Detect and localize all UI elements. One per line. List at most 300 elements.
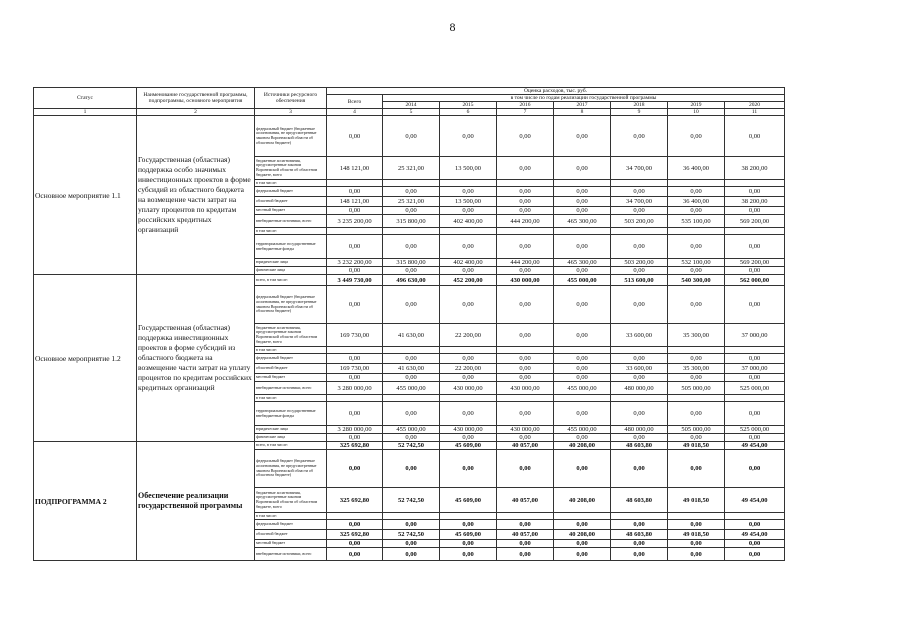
value-cell: 0,00: [668, 450, 725, 488]
value-cell: 52 742,50: [383, 488, 440, 513]
value-cell: [611, 347, 668, 354]
value-cell: 49 018,50: [668, 442, 725, 450]
value-cell: [497, 513, 554, 520]
value-cell: [497, 228, 554, 235]
value-cell: 0,00: [440, 207, 497, 215]
source-cell: федеральный бюджет: [255, 187, 327, 197]
source-cell: внебюджетные источники, всего: [255, 382, 327, 395]
value-cell: 430 000,00: [497, 275, 554, 286]
value-cell: 169 730,00: [327, 324, 383, 347]
value-cell: [383, 395, 440, 402]
value-cell: 0,00: [383, 235, 440, 259]
value-cell: [725, 180, 785, 187]
value-cell: 0,00: [725, 402, 785, 426]
value-cell: 0,00: [327, 116, 383, 157]
value-cell: 0,00: [327, 187, 383, 197]
source-cell: федеральный бюджет (бюджетные ассигнования, не предусмотренные законом Воронежской области об областном бюджете): [255, 116, 327, 157]
value-cell: 0,00: [497, 267, 554, 275]
value-cell: 0,00: [383, 374, 440, 382]
value-cell: 455 000,00: [383, 426, 440, 434]
value-cell: 0,00: [611, 286, 668, 324]
value-cell: 3 449 730,00: [327, 275, 383, 286]
value-cell: 0,00: [327, 540, 383, 548]
source-cell: всего, в том числе:: [255, 275, 327, 286]
value-cell: 0,00: [725, 267, 785, 275]
value-cell: 0,00: [383, 286, 440, 324]
value-cell: 430 000,00: [440, 426, 497, 434]
value-cell: 0,00: [383, 267, 440, 275]
source-cell: юридические лица: [255, 259, 327, 267]
source-cell: федеральный бюджет (бюджетные ассигнования, не предусмотренные законом Воронежской области об областном бюджете): [255, 286, 327, 324]
value-cell: [497, 180, 554, 187]
value-cell: [383, 513, 440, 520]
table-row: [34, 116, 785, 157]
row-status: Основное мероприятие 1.1: [34, 116, 137, 275]
value-cell: [554, 347, 611, 354]
value-cell: 430 000,00: [497, 382, 554, 395]
value-cell: 455 000,00: [383, 382, 440, 395]
table-row: [34, 275, 785, 286]
header-year: 2015: [440, 102, 497, 109]
value-cell: 22 200,00: [440, 324, 497, 347]
value-cell: 40 208,00: [554, 442, 611, 450]
header-source: Источники ресурсного обеспечения: [255, 88, 327, 109]
value-cell: 49 454,00: [725, 530, 785, 540]
value-cell: [611, 395, 668, 402]
value-cell: 0,00: [554, 157, 611, 180]
value-cell: 0,00: [497, 434, 554, 442]
value-cell: 0,00: [383, 187, 440, 197]
value-cell: 38 200,00: [725, 157, 785, 180]
value-cell: 0,00: [440, 548, 497, 561]
row-status: Основное мероприятие 1.2: [34, 275, 137, 442]
value-cell: 0,00: [725, 520, 785, 530]
value-cell: 0,00: [611, 434, 668, 442]
value-cell: 0,00: [383, 548, 440, 561]
value-cell: 34 700,00: [611, 197, 668, 207]
value-cell: 3 235 200,00: [327, 215, 383, 228]
source-cell: юридические лица: [255, 426, 327, 434]
value-cell: [327, 513, 383, 520]
source-cell: в том числе:: [255, 180, 327, 187]
value-cell: 0,00: [440, 402, 497, 426]
value-cell: 562 000,00: [725, 275, 785, 286]
source-cell: бюджетные ассигнования, предусмотренные законом Воронежской области об областном бюджете, всего: [255, 157, 327, 180]
value-cell: [554, 513, 611, 520]
value-cell: 0,00: [383, 354, 440, 364]
value-cell: 0,00: [327, 286, 383, 324]
value-cell: 40 057,00: [497, 442, 554, 450]
value-cell: 452 200,00: [440, 275, 497, 286]
value-cell: 430 000,00: [497, 426, 554, 434]
value-cell: 49 454,00: [725, 488, 785, 513]
value-cell: 0,00: [440, 434, 497, 442]
header-year: 2018: [611, 102, 668, 109]
header-name: Наименование государственной программы, подпрограммы, основного мероприятия: [137, 88, 255, 109]
value-cell: 0,00: [668, 235, 725, 259]
value-cell: 34 700,00: [611, 157, 668, 180]
value-cell: 48 603,80: [611, 442, 668, 450]
value-cell: 0,00: [668, 374, 725, 382]
value-cell: 0,00: [554, 354, 611, 364]
value-cell: 0,00: [554, 324, 611, 347]
value-cell: 465 300,00: [554, 259, 611, 267]
value-cell: 0,00: [725, 286, 785, 324]
value-cell: [327, 180, 383, 187]
value-cell: [668, 180, 725, 187]
value-cell: 0,00: [725, 374, 785, 382]
value-cell: 25 321,00: [383, 197, 440, 207]
value-cell: 0,00: [668, 207, 725, 215]
column-number: 10: [668, 109, 725, 116]
value-cell: [611, 228, 668, 235]
value-cell: 3 280 000,00: [327, 426, 383, 434]
value-cell: 0,00: [497, 235, 554, 259]
value-cell: 0,00: [725, 207, 785, 215]
header-year: 2017: [554, 102, 611, 109]
value-cell: 0,00: [668, 286, 725, 324]
value-cell: 325 692,80: [327, 530, 383, 540]
value-cell: [611, 513, 668, 520]
value-cell: [440, 228, 497, 235]
value-cell: 0,00: [497, 207, 554, 215]
value-cell: 169 730,00: [327, 364, 383, 374]
value-cell: 480 000,00: [611, 382, 668, 395]
value-cell: 325 692,80: [327, 442, 383, 450]
value-cell: 33 600,00: [611, 324, 668, 347]
value-cell: 0,00: [611, 354, 668, 364]
row-name: Обеспечение реализации государственной программы: [137, 442, 255, 561]
value-cell: 325 692,80: [327, 488, 383, 513]
value-cell: 25 321,00: [383, 157, 440, 180]
table-row: [34, 442, 785, 450]
value-cell: 503 200,00: [611, 215, 668, 228]
value-cell: 0,00: [668, 520, 725, 530]
value-cell: 0,00: [440, 267, 497, 275]
value-cell: 45 609,00: [440, 488, 497, 513]
value-cell: 0,00: [554, 402, 611, 426]
resource-table: [33, 87, 785, 561]
header-status: Статус: [34, 88, 137, 109]
value-cell: 0,00: [554, 197, 611, 207]
value-cell: 0,00: [497, 197, 554, 207]
value-cell: 535 100,00: [668, 215, 725, 228]
header-total: Всего: [327, 95, 383, 109]
column-number: 6: [440, 109, 497, 116]
column-number: 3: [255, 109, 327, 116]
source-cell: федеральный бюджет: [255, 520, 327, 530]
source-cell: всего, в том числе:: [255, 442, 327, 450]
value-cell: 455 000,00: [554, 426, 611, 434]
value-cell: 525 000,00: [725, 426, 785, 434]
value-cell: [725, 228, 785, 235]
value-cell: 36 400,00: [668, 197, 725, 207]
source-cell: областной бюджет: [255, 197, 327, 207]
column-number: 11: [725, 109, 785, 116]
value-cell: 3 232 200,00: [327, 259, 383, 267]
value-cell: 0,00: [554, 267, 611, 275]
value-cell: 0,00: [554, 286, 611, 324]
value-cell: [668, 347, 725, 354]
page-number: 8: [449, 20, 456, 34]
value-cell: 48 603,80: [611, 530, 668, 540]
value-cell: [497, 347, 554, 354]
source-cell: федеральный бюджет (бюджетные ассигнования, не предусмотренные законом Воронежской области об областном бюджете): [255, 450, 327, 488]
column-number: 7: [497, 109, 554, 116]
value-cell: 35 300,00: [668, 364, 725, 374]
header-year: 2020: [725, 102, 785, 109]
value-cell: 0,00: [327, 235, 383, 259]
value-cell: 38 200,00: [725, 197, 785, 207]
source-cell: местный бюджет: [255, 207, 327, 215]
value-cell: [327, 228, 383, 235]
source-cell: физические лица: [255, 267, 327, 275]
value-cell: 480 000,00: [611, 426, 668, 434]
column-number: 8: [554, 109, 611, 116]
value-cell: 0,00: [554, 207, 611, 215]
value-cell: 0,00: [440, 450, 497, 488]
value-cell: 0,00: [725, 450, 785, 488]
value-cell: 0,00: [497, 157, 554, 180]
value-cell: 455 000,00: [554, 275, 611, 286]
value-cell: [668, 228, 725, 235]
value-cell: 0,00: [383, 540, 440, 548]
value-cell: 569 200,00: [725, 215, 785, 228]
value-cell: 0,00: [440, 235, 497, 259]
value-cell: 0,00: [327, 374, 383, 382]
value-cell: 0,00: [725, 354, 785, 364]
value-cell: 444 200,00: [497, 259, 554, 267]
value-cell: 52 742,50: [383, 442, 440, 450]
value-cell: 505 000,00: [668, 382, 725, 395]
value-cell: 0,00: [497, 402, 554, 426]
column-number: 1: [34, 109, 137, 116]
value-cell: 0,00: [497, 187, 554, 197]
value-cell: 0,00: [668, 540, 725, 548]
value-cell: [383, 228, 440, 235]
value-cell: 315 800,00: [383, 259, 440, 267]
value-cell: 0,00: [497, 540, 554, 548]
value-cell: 569 200,00: [725, 259, 785, 267]
value-cell: 315 800,00: [383, 215, 440, 228]
source-cell: федеральный бюджет: [255, 354, 327, 364]
value-cell: 0,00: [554, 520, 611, 530]
value-cell: 0,00: [725, 548, 785, 561]
value-cell: 0,00: [327, 267, 383, 275]
value-cell: 148 121,00: [327, 197, 383, 207]
value-cell: [327, 395, 383, 402]
value-cell: [554, 180, 611, 187]
value-cell: 525 000,00: [725, 382, 785, 395]
value-cell: 0,00: [497, 548, 554, 561]
value-cell: 0,00: [383, 116, 440, 157]
value-cell: 45 609,00: [440, 442, 497, 450]
value-cell: [383, 347, 440, 354]
value-cell: 45 609,00: [440, 530, 497, 540]
value-cell: 0,00: [497, 364, 554, 374]
value-cell: 0,00: [383, 402, 440, 426]
value-cell: [440, 395, 497, 402]
value-cell: 0,00: [668, 548, 725, 561]
value-cell: 36 400,00: [668, 157, 725, 180]
value-cell: 0,00: [497, 286, 554, 324]
value-cell: 0,00: [327, 402, 383, 426]
value-cell: 0,00: [668, 434, 725, 442]
value-cell: 0,00: [725, 540, 785, 548]
value-cell: 0,00: [554, 235, 611, 259]
source-cell: в том числе:: [255, 228, 327, 235]
value-cell: 33 600,00: [611, 364, 668, 374]
source-cell: местный бюджет: [255, 374, 327, 382]
header-year: 2014: [383, 102, 440, 109]
value-cell: 0,00: [554, 364, 611, 374]
value-cell: 0,00: [611, 267, 668, 275]
value-cell: 41 630,00: [383, 364, 440, 374]
value-cell: 0,00: [383, 520, 440, 530]
value-cell: 0,00: [725, 235, 785, 259]
value-cell: 0,00: [497, 374, 554, 382]
value-cell: 35 300,00: [668, 324, 725, 347]
value-cell: 49 018,50: [668, 488, 725, 513]
value-cell: 0,00: [440, 116, 497, 157]
value-cell: 496 630,00: [383, 275, 440, 286]
value-cell: 0,00: [611, 402, 668, 426]
value-cell: 41 630,00: [383, 324, 440, 347]
value-cell: 0,00: [611, 116, 668, 157]
value-cell: 0,00: [611, 235, 668, 259]
value-cell: 503 200,00: [611, 259, 668, 267]
value-cell: 430 000,00: [440, 382, 497, 395]
value-cell: 0,00: [327, 354, 383, 364]
value-cell: 37 000,00: [725, 324, 785, 347]
source-cell: местный бюджет: [255, 540, 327, 548]
value-cell: 48 603,80: [611, 488, 668, 513]
source-cell: внебюджетные источники, всего: [255, 215, 327, 228]
value-cell: 148 121,00: [327, 157, 383, 180]
value-cell: 0,00: [440, 187, 497, 197]
row-status: ПОДПРОГРАММА 2: [34, 442, 137, 561]
header-year: 2019: [668, 102, 725, 109]
value-cell: 0,00: [611, 548, 668, 561]
value-cell: 0,00: [554, 374, 611, 382]
value-cell: 40 057,00: [497, 530, 554, 540]
source-cell: в том числе:: [255, 347, 327, 354]
value-cell: 40 208,00: [554, 488, 611, 513]
header-by-years: в том числе по годам реализации государственной программы: [383, 95, 785, 102]
value-cell: 13 500,00: [440, 197, 497, 207]
value-cell: 0,00: [611, 187, 668, 197]
value-cell: 0,00: [668, 354, 725, 364]
value-cell: 0,00: [554, 548, 611, 561]
value-cell: 505 000,00: [668, 426, 725, 434]
row-name: Государственная (областная) поддержка инвестиционных проектов в форме субсидий из областного бюджета на возмещение части затрат на уплату процентов по кредитам российских кредитных организаций: [137, 275, 255, 442]
value-cell: 0,00: [554, 450, 611, 488]
header-year: 2016: [497, 102, 554, 109]
source-cell: физические лица: [255, 434, 327, 442]
value-cell: 0,00: [497, 520, 554, 530]
value-cell: [611, 180, 668, 187]
value-cell: 513 600,00: [611, 275, 668, 286]
value-cell: 0,00: [327, 548, 383, 561]
source-cell: в том числе:: [255, 513, 327, 520]
value-cell: 0,00: [327, 207, 383, 215]
value-cell: 0,00: [611, 520, 668, 530]
value-cell: 0,00: [440, 374, 497, 382]
value-cell: 13 500,00: [440, 157, 497, 180]
value-cell: 40 208,00: [554, 530, 611, 540]
column-number: 2: [137, 109, 255, 116]
value-cell: [554, 395, 611, 402]
source-cell: внебюджетные источники, всего: [255, 548, 327, 561]
value-cell: 0,00: [327, 434, 383, 442]
value-cell: 0,00: [668, 267, 725, 275]
value-cell: 0,00: [554, 187, 611, 197]
value-cell: 52 742,50: [383, 530, 440, 540]
value-cell: 0,00: [668, 402, 725, 426]
value-cell: 0,00: [611, 374, 668, 382]
value-cell: 0,00: [725, 434, 785, 442]
value-cell: 0,00: [497, 324, 554, 347]
value-cell: 0,00: [725, 116, 785, 157]
value-cell: 0,00: [440, 286, 497, 324]
value-cell: 3 280 000,00: [327, 382, 383, 395]
value-cell: [725, 395, 785, 402]
value-cell: 0,00: [440, 354, 497, 364]
value-cell: 0,00: [497, 354, 554, 364]
value-cell: [725, 347, 785, 354]
value-cell: 0,00: [554, 434, 611, 442]
value-cell: 49 454,00: [725, 442, 785, 450]
value-cell: 37 000,00: [725, 364, 785, 374]
column-number: 9: [611, 109, 668, 116]
value-cell: 22 200,00: [440, 364, 497, 374]
value-cell: 0,00: [554, 116, 611, 157]
value-cell: [383, 180, 440, 187]
source-cell: бюджетные ассигнования, предусмотренные законом Воронежской области об областном бюджете, всего: [255, 324, 327, 347]
value-cell: 0,00: [383, 434, 440, 442]
value-cell: 0,00: [440, 540, 497, 548]
source-cell: в том числе:: [255, 395, 327, 402]
value-cell: 0,00: [611, 540, 668, 548]
value-cell: [554, 228, 611, 235]
value-cell: [725, 513, 785, 520]
value-cell: 0,00: [383, 450, 440, 488]
value-cell: 532 100,00: [668, 259, 725, 267]
value-cell: 444 200,00: [497, 215, 554, 228]
value-cell: 0,00: [327, 450, 383, 488]
value-cell: 40 057,00: [497, 488, 554, 513]
column-number: 5: [383, 109, 440, 116]
source-cell: территориальные государственные внебюджетные фонды: [255, 402, 327, 426]
value-cell: 0,00: [668, 116, 725, 157]
value-cell: 0,00: [383, 207, 440, 215]
value-cell: 465 300,00: [554, 215, 611, 228]
value-cell: [440, 180, 497, 187]
value-cell: [497, 395, 554, 402]
source-cell: территориальные государственные внебюджетные фонды: [255, 235, 327, 259]
value-cell: 49 018,50: [668, 530, 725, 540]
source-cell: областной бюджет: [255, 530, 327, 540]
value-cell: [440, 347, 497, 354]
value-cell: [440, 513, 497, 520]
value-cell: 540 300,00: [668, 275, 725, 286]
value-cell: 0,00: [725, 187, 785, 197]
value-cell: 0,00: [497, 450, 554, 488]
value-cell: [668, 395, 725, 402]
value-cell: 0,00: [554, 540, 611, 548]
value-cell: 0,00: [611, 207, 668, 215]
value-cell: 0,00: [327, 520, 383, 530]
